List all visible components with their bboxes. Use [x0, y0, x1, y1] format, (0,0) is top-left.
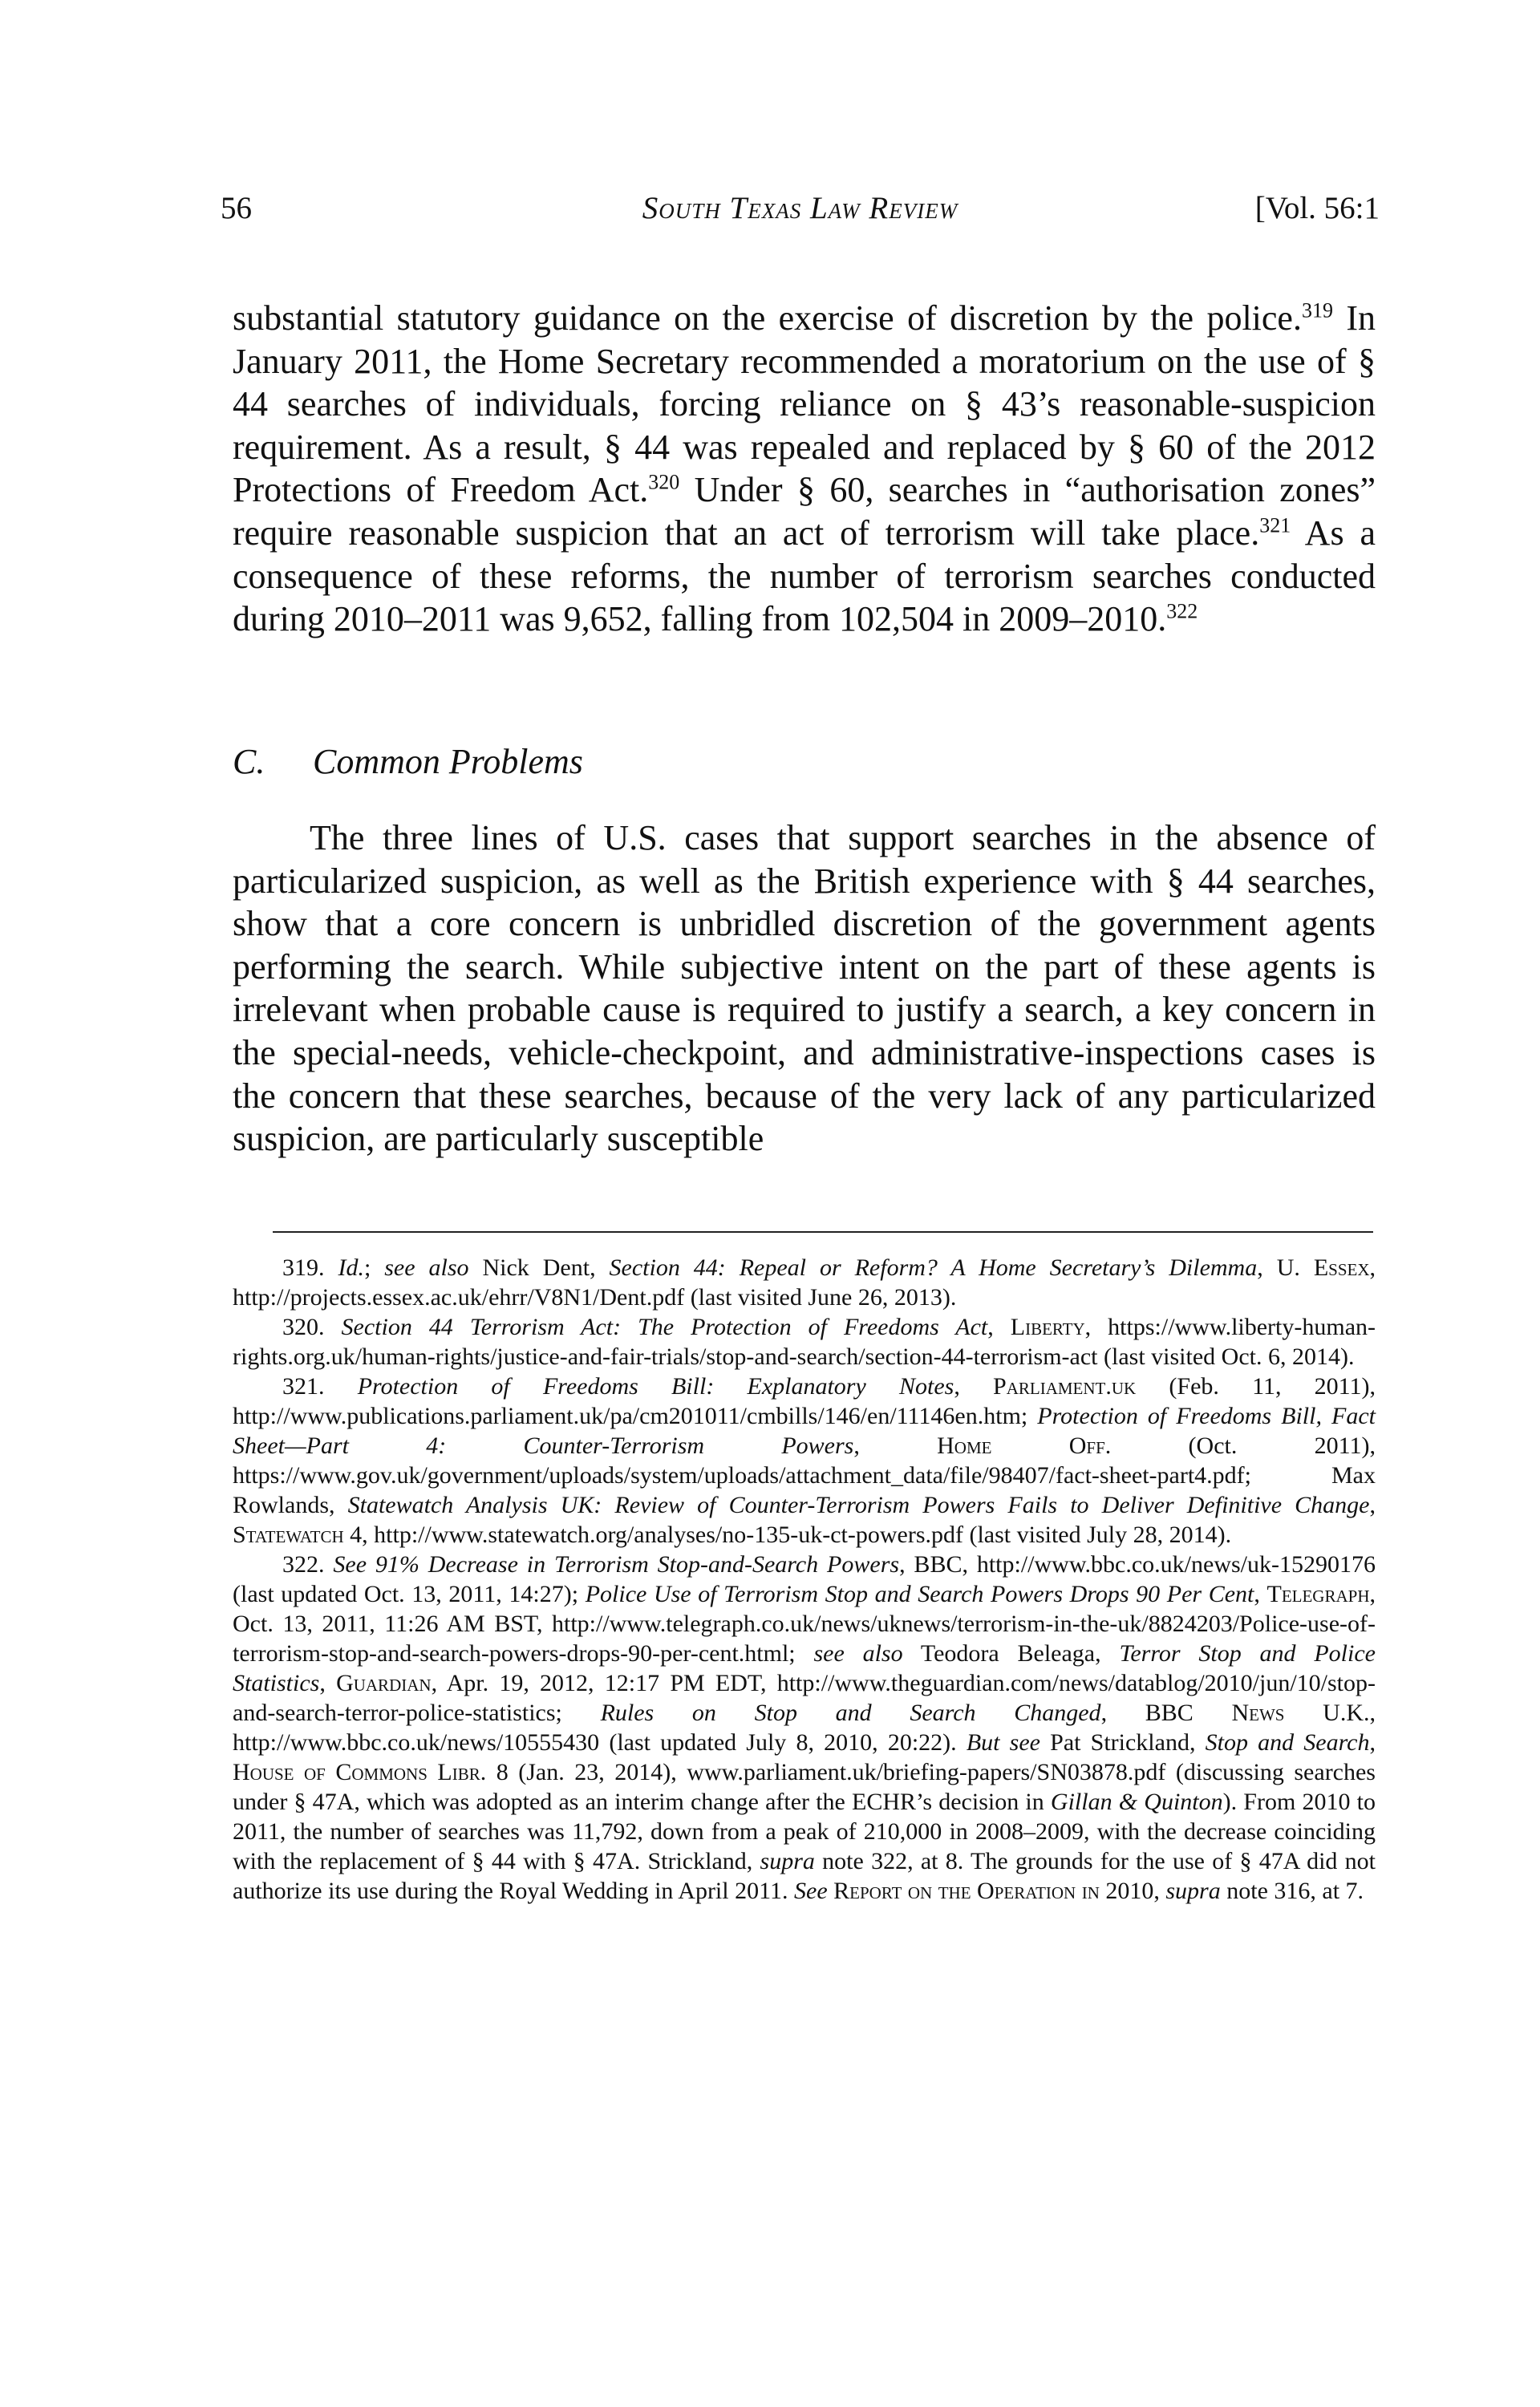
text-span: See: [794, 1878, 828, 1904]
text-span: Under § 60, searches in “authorisation zones” require reasonable suspicion that an act of terrorism will take place.: [233, 470, 1376, 553]
text-span: (Oct. 2011), https://www.gov.uk/government/uploads/system/uploads/attachment_data/file/98407/fact-sheet-part4.pdf; Max Rowlands,: [233, 1432, 1376, 1518]
text-span: ). From 2010 to 2011, the number of searches was 11,792, down from a peak of 210,000 in 2008–2009, with the decrease coinciding with the replacement of § 44 with § 47A. Strickland,: [233, 1789, 1376, 1874]
text-span: Gillan & Quinton: [1050, 1789, 1223, 1815]
text-span: ;: [363, 1254, 385, 1281]
body-paragraph-1: [233, 297, 1376, 641]
footnote-319: [233, 1253, 1376, 1312]
text-span: 4, http://www.statewatch.org/analyses/no-135-uk-ct-powers.pdf (last visited July 28, 2014).: [343, 1522, 1232, 1548]
text-span: , https://www.liberty-human-rights.org.uk/human-rights/justice-and-fair-trials/stop-and-search/section-44-terrorism-act (last visited Oct. 6, 2014).: [233, 1314, 1376, 1370]
text-span: Home Off.: [937, 1432, 1112, 1459]
text-span: Rules on Stop and Search Changed: [600, 1700, 1101, 1726]
text-span: Protection of Freedoms Bill, Fact Sheet—Part 4: Counter-Terrorism Powers: [233, 1403, 1376, 1459]
text-span: ,: [1100, 1700, 1145, 1726]
text-span: See 91% Decrease in Terrorism Stop-and-Search Powers: [333, 1551, 900, 1578]
text-span: Essex: [1313, 1254, 1370, 1281]
text-span: , http://projects.essex.ac.uk/ehrr/V8N1/Dent.pdf (last visited June 26, 2013).: [233, 1254, 1376, 1311]
text-span: But see: [966, 1729, 1040, 1756]
text-span: Stop and Search: [1205, 1729, 1370, 1756]
text-span: House of Commons Libr.: [233, 1759, 487, 1785]
text-span: Telegraph: [1266, 1581, 1370, 1607]
section-title: Common Problems: [313, 742, 583, 781]
text-span: 2010,: [1099, 1878, 1166, 1904]
footnote-number: 319.: [282, 1254, 325, 1281]
running-header: [221, 180, 1380, 237]
text-span: Protection of Freedoms Bill: Explanatory Notes: [357, 1373, 954, 1400]
volume-label: [Vol. 56:1: [1254, 191, 1380, 225]
footnote-322: [233, 1550, 1376, 1906]
text-span: Section 44: Repeal or Reform? A Home Secretary’s Dilemma: [609, 1254, 1258, 1281]
footnote-number: 322.: [282, 1551, 325, 1578]
text-span: ,: [1369, 1729, 1376, 1756]
footnote-ref-320[interactable]: 320: [648, 470, 680, 494]
text-span: note 316, at 7.: [1220, 1878, 1364, 1904]
text-span: BBC News U.K.: [1145, 1700, 1370, 1726]
footnote-number: 321.: [282, 1373, 325, 1400]
text-span: see also: [384, 1254, 469, 1281]
text-span: Police Use of Terrorism Stop and Search Powers Drops 90 Per Cent: [585, 1581, 1254, 1607]
journal-title: South Texas Law Review: [642, 191, 958, 225]
text-span: As a consequence of these reforms, the number of terrorism searches conducted during 2010–2011 was 9,652, falling from 102,504 in 2009–2010.: [233, 513, 1376, 639]
text-span: In January 2011, the Home Secretary recommended a moratorium on the use of § 44 searches of individuals, forcing reliance on § 43’s reasonable-suspicion requirement. As a result, § 44 was repealed and replaced by § 60 of the 2012 Protections of Freedom Act.: [233, 298, 1376, 510]
text-span: Parliament.uk: [993, 1373, 1137, 1400]
text-span: supra: [760, 1848, 815, 1874]
text-span: see also: [813, 1640, 903, 1667]
text-span: Guardian: [336, 1670, 432, 1696]
footnote-ref-322[interactable]: 322: [1166, 599, 1198, 623]
text-span: ,: [853, 1432, 938, 1459]
text-span: , http://www.bbc.co.uk/news/10555430 (last updated July 8, 2010, 20:22).: [233, 1700, 1376, 1756]
footnote-ref-319[interactable]: 319: [1301, 298, 1333, 322]
footnote-320: [233, 1312, 1376, 1372]
footnote-divider: [273, 1231, 1373, 1233]
section-letter: C.: [233, 742, 265, 781]
footnote-321: [233, 1372, 1376, 1550]
text-span: (Feb. 11, 2011), http://www.publications.parliament.uk/pa/cm201011/cmbills/146/en/11146en.htm;: [233, 1373, 1376, 1429]
text-span: 8 (Jan. 23, 2014), www.parliament.uk/briefing-papers/SN03878.pdf (discussing searches under § 47A, which was adopted as an interim change after the ECHR’s decision in: [233, 1759, 1376, 1815]
footnotes: [233, 1253, 1376, 1906]
paragraph-text: The three lines of U.S. cases that support searches in the absence of particularized suspicion, as well as the British experience with § 44 searches, show that a core concern is unbridled discretion of the government agents performing the search. While subjective intent on the part of these agents is irrelevant when probable cause is required to justify a search, a key concern in the special-needs, vehicle-checkpoint, and administrative-inspections cases is the concern that these searches, because of the very lack of any particularized suspicion, are particularly susceptible: [233, 818, 1376, 1159]
text-span: Nick Dent,: [468, 1254, 610, 1281]
text-span: ,: [954, 1373, 994, 1400]
text-span: Teodora Beleaga,: [902, 1640, 1120, 1667]
footnote-number: 320.: [282, 1314, 325, 1340]
footnote-ref-321[interactable]: 321: [1259, 513, 1291, 537]
text-span: ,: [1369, 1492, 1376, 1518]
text-span: Section 44 Terrorism Act: The Protection of Freedoms Act: [341, 1314, 988, 1340]
text-span: supra: [1165, 1878, 1221, 1904]
body-paragraph-2: [233, 817, 1376, 1161]
text-span: , BBC, http://www.bbc.co.uk/news/uk-15290176 (last updated Oct. 13, 2011, 14:27);: [233, 1551, 1376, 1607]
text-span: , U.: [1257, 1254, 1314, 1281]
text-span: Terror Stop and Police Statistics: [233, 1640, 1376, 1696]
text-span: ,: [319, 1670, 337, 1696]
text-span: Statewatch: [233, 1522, 344, 1548]
text-span: Pat Strickland,: [1040, 1729, 1206, 1756]
text-span: Id.: [338, 1254, 364, 1281]
text-span: ,: [1254, 1581, 1267, 1607]
section-heading: [233, 740, 583, 784]
text-span: Report on the Operation in: [833, 1878, 1100, 1904]
text-span: Liberty: [1010, 1314, 1085, 1340]
text-span: Statewatch Analysis UK: Review of Counter-Terrorism Powers Fails to Deliver Definitive Change: [347, 1492, 1370, 1518]
text-span: , Oct. 13, 2011, 11:26 AM BST, http://www.telegraph.co.uk/news/uknews/terrorism-in-the-uk/8824203/Police-use-of-terrorism-stop-and-search-powers-drops-90-per-cent.html;: [233, 1581, 1376, 1667]
text-span: note 322, at 8. The grounds for the use of § 47A did not authorize its use during the Royal Wedding in April 2011.: [233, 1848, 1376, 1904]
page-number: 56: [221, 191, 252, 225]
text-span: , Apr. 19, 2012, 12:17 PM EDT, http://www.theguardian.com/news/datablog/2010/jun/10/stop-and-search-terror-police-statistics;: [233, 1670, 1376, 1726]
text-span: substantial statutory guidance on the exercise of discretion by the police.: [233, 298, 1302, 338]
text-span: ,: [987, 1314, 1011, 1340]
